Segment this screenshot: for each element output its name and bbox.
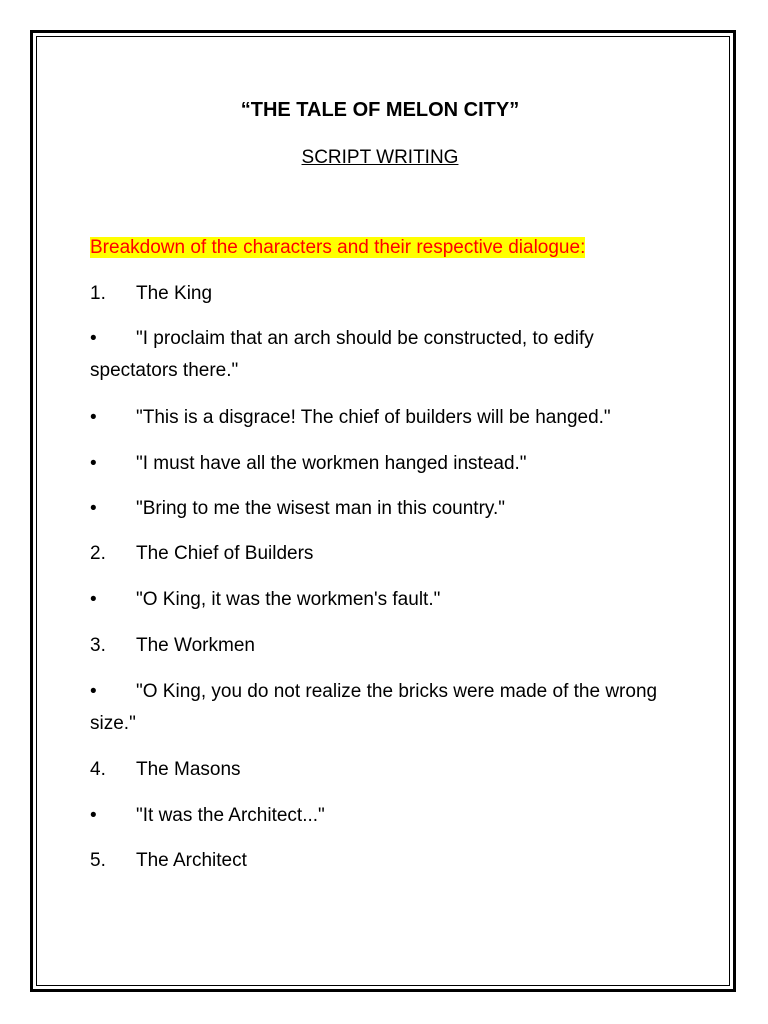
dialogue-line: "O King, it was the workmen's fault." [136, 589, 441, 610]
list-item [90, 754, 670, 786]
list-item [90, 402, 670, 434]
character-name: The Masons [136, 759, 241, 780]
list-item [90, 584, 670, 616]
document-title: “THE TALE OF MELON CITY” [240, 99, 520, 121]
list-number: 3. [90, 635, 106, 656]
list-item [90, 676, 670, 740]
list-number: 2. [90, 543, 106, 564]
list-item [90, 323, 670, 387]
dialogue-line: "I must have all the workmen hanged instead." [136, 453, 527, 474]
bullet-icon: • [90, 589, 97, 610]
bullet-icon: • [90, 328, 97, 349]
dialogue-line: "This is a disgrace! The chief of builders will be hanged." [136, 407, 611, 428]
section-heading [90, 232, 585, 264]
bullet-icon: • [90, 407, 97, 428]
list-item [90, 845, 670, 877]
character-name: The Chief of Builders [136, 543, 314, 564]
character-name: The King [136, 283, 213, 304]
list-item [90, 278, 670, 310]
list-item [90, 448, 670, 480]
list-item [90, 800, 670, 832]
dialogue-line: "O King, you do not realize the bricks were made of the wrong size." [90, 681, 658, 734]
highlighted-heading-text: Breakdown of the characters and their respective dialogue: [90, 237, 586, 258]
dialogue-line: "It was the Architect..." [136, 805, 325, 826]
bullet-icon: • [90, 805, 97, 826]
list-item [90, 493, 670, 525]
bullet-icon: • [90, 453, 97, 474]
list-item [90, 538, 670, 570]
document-subtitle: SCRIPT WRITING [301, 147, 459, 168]
list-number: 1. [90, 283, 106, 304]
list-number: 5. [90, 850, 106, 871]
list-number: 4. [90, 759, 106, 780]
character-name: The Workmen [136, 635, 255, 656]
dialogue-line: "Bring to me the wisest man in this country." [136, 498, 506, 519]
bullet-icon: • [90, 681, 97, 702]
bullet-icon: • [90, 498, 97, 519]
list-item [90, 630, 670, 662]
document-body [90, 0, 670, 1024]
dialogue-line: "I proclaim that an arch should be constructed, to edify spectators there." [90, 328, 594, 381]
character-name: The Architect [136, 850, 247, 871]
